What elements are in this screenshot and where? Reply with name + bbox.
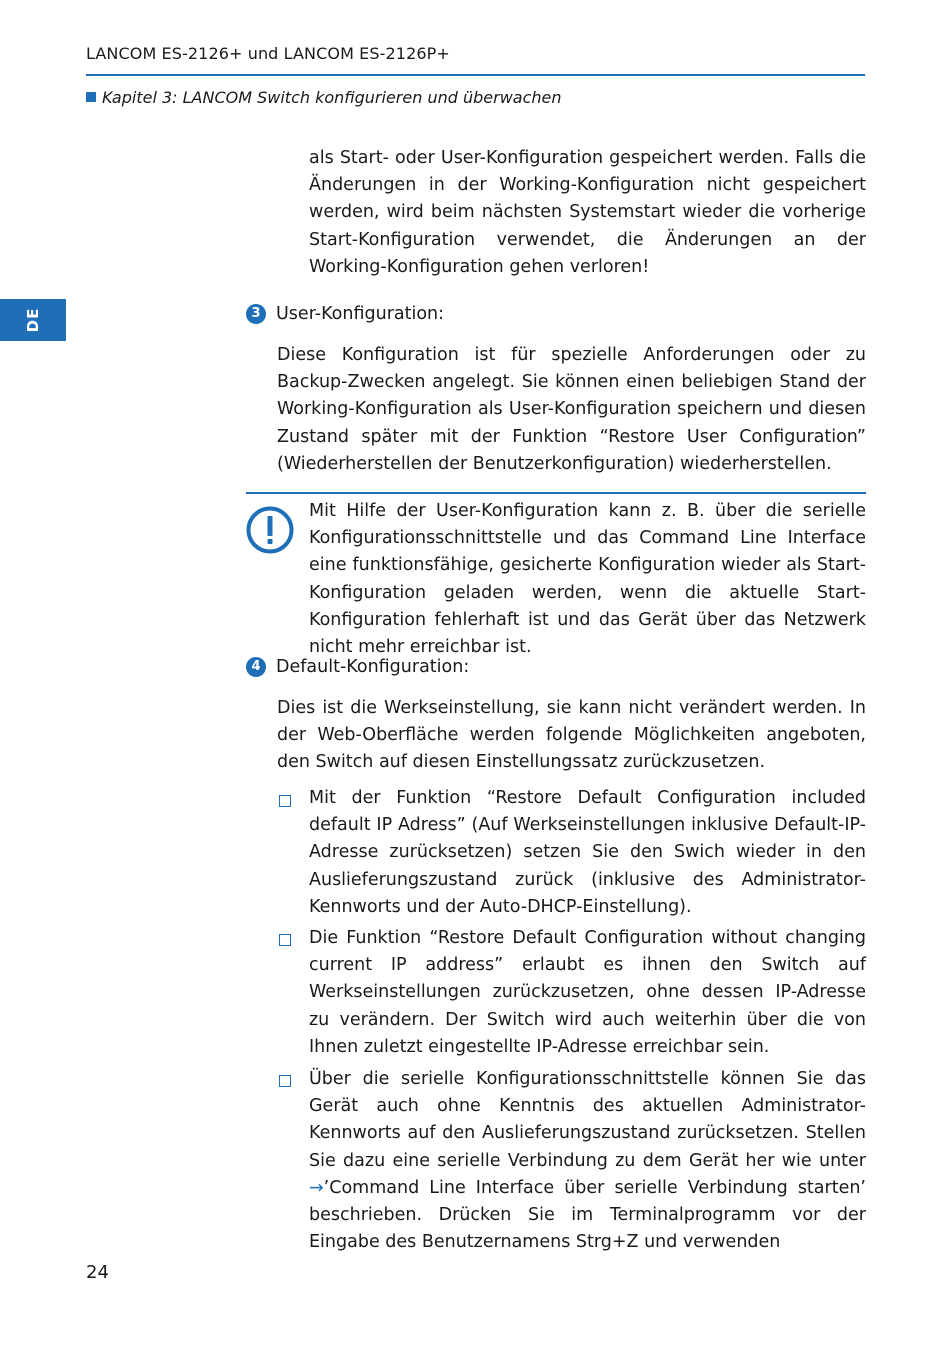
bullet-square-icon	[279, 1075, 291, 1087]
continuation-paragraph: als Start- oder User-Konfiguration gespeichert werden. Falls die Änderungen in der Working-Konfiguration nicht gespeichert werden, wird beim nächsten Systemstart wieder die vorherige Start-Konfiguration verwendet, die Änderungen an der Working-Konfiguration gehen verloren!	[309, 148, 866, 277]
item4-heading-text: Default-Konfiguration:	[276, 657, 470, 677]
chapter-line	[86, 88, 562, 107]
page-number: 24	[86, 1262, 109, 1283]
item3-paragraph: Diese Konfiguration ist für spezielle Anforderungen oder zu Backup-Zwecken angelegt. Sie können einen beliebigen Stand der Working-Konfiguration als User-Konfiguration speichern und diesen Zustand später mit der Funktion “Restore User Configuration” (Wiederherstellen der Benutzerkonfiguration) wiederherstellen.	[277, 345, 866, 474]
bullet-paragraph-2: Die Funktion “Restore Default Configuration without changing current IP address” erlaubt es ihnen den Switch auf Werkseinstellungen zurückzusetzen, ohne dessen IP-Adresse zu verändern. Der Switch wird auch weiterhin über die von Ihnen zuletzt eingestellte IP-Adresse erreichbar sein.	[309, 928, 866, 1057]
header-title: LANCOM ES-2126+ und LANCOM ES-2126P+	[86, 44, 450, 63]
item3-heading	[246, 301, 444, 328]
bullet3-text-after: ’Command Line Interface über serielle Verbindung starten’ beschrieben. Drücken Sie im Terminalprogramm vor der Eingabe des Benutzernamens Strg+Z und verwenden	[309, 1177, 866, 1253]
chapter-title: Kapitel 3: LANCOM Switch konfigurieren und überwachen	[102, 88, 562, 107]
item4-heading	[246, 654, 469, 681]
chapter-square-icon	[86, 92, 96, 102]
note-rule	[246, 492, 866, 494]
bullet-paragraph-1: Mit der Funktion “Restore Default Configuration included default IP Adress” (Auf Werkseinstellungen inklusive Default-IP-Adresse zurücksetzen) setzen Sie den Swich wieder in den Auslieferungszustand zurück (inklusive des Administrator-Kennworts und der Auto-DHCP-Einstellung).	[309, 788, 866, 917]
item4-paragraph: Dies ist die Werkseinstellung, sie kann nicht verändert werden. In der Web-Oberfläche werden folgende Möglichkeiten angeboten, den Switch auf diesen Einstellungssatz zurückzusetzen.	[277, 698, 866, 773]
language-tab	[0, 299, 66, 341]
item3-heading-text: User-Konfiguration:	[276, 304, 445, 324]
bullet-square-icon	[279, 795, 291, 807]
language-tab-label: DE	[24, 307, 42, 333]
note-paragraph: Mit Hilfe der User-Konfiguration kann z. B. über die serielle Konfigurationsschnittstelle und das Command Line Interface eine funktionsfähige, gesicherte Konfiguration wieder als Start-Konfiguration geladen werden, wenn die aktuelle Start-Konfiguration fehlerhaft ist und das Gerät über das Netzwerk nicht mehr erreichbar ist.	[309, 501, 866, 658]
bullet-square-icon	[279, 934, 291, 946]
header-rule	[86, 74, 865, 76]
number-circle-icon: 3	[246, 304, 266, 324]
bullet-paragraph-3	[309, 1066, 866, 1256]
bullet3-text-before: Über die serielle Konfigurationsschnittstelle können Sie das Gerät auch ohne Kenntnis des aktuellen Administrator-Kennworts auf den Auslieferungszustand zurücksetzen. Stellen Sie dazu eine serielle Verbindung zu dem Gerät her wie unter	[309, 1069, 866, 1171]
exclamation-circle-icon	[246, 506, 294, 554]
number-circle-icon: 4	[246, 657, 266, 677]
arrow-right-icon: →	[309, 1177, 324, 1198]
